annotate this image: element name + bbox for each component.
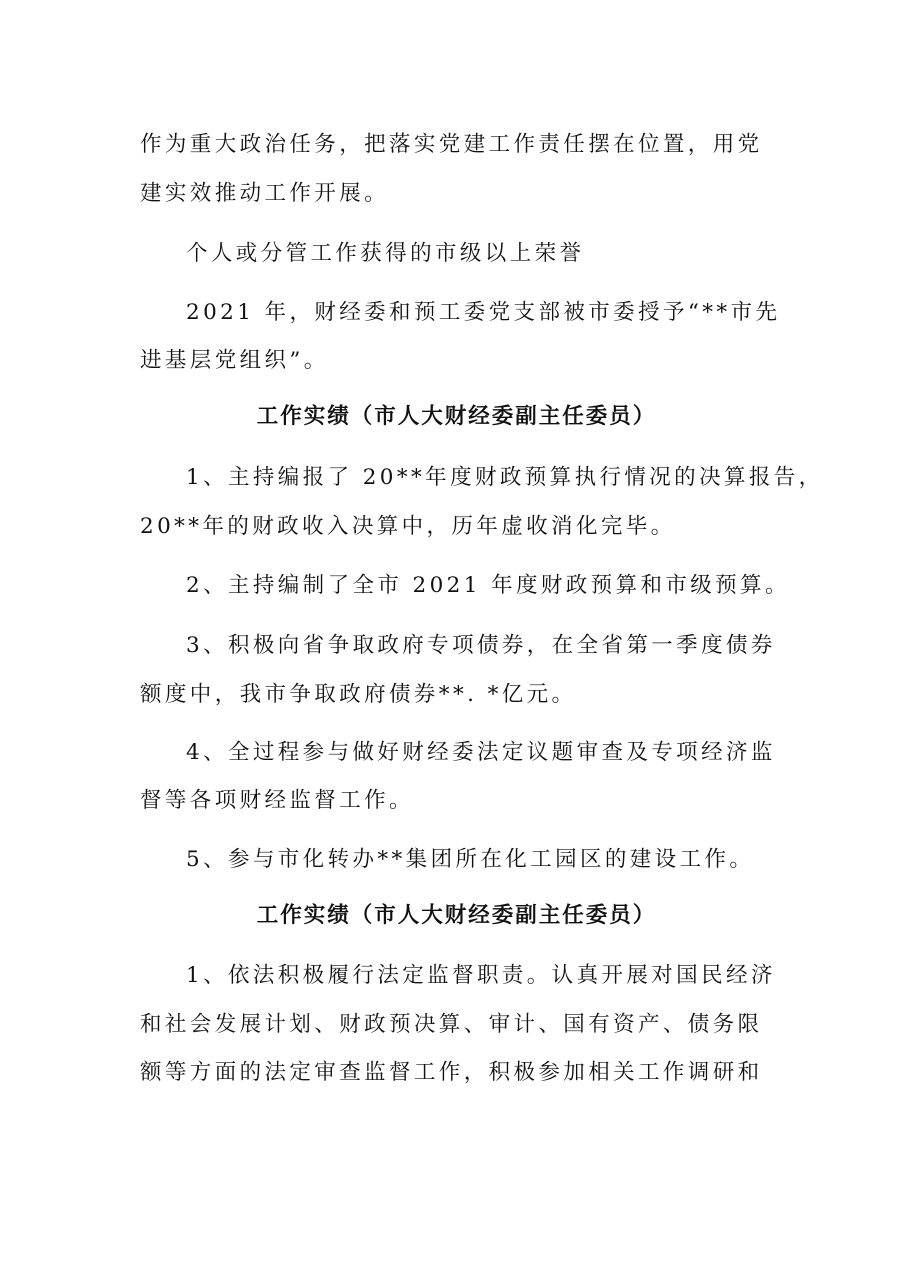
list-item-line: 额度中，我市争取政府债券**. *亿元。 [140,682,577,707]
paragraph-line: 个人或分管工作获得的市级以上荣誉 [186,241,585,266]
section-heading: 工作实绩（市人大财经委副主任委员） [256,404,657,429]
list-item-line: 5、参与市化转办**集团所在化工园区的建设工作。 [186,847,755,872]
list-item-line: 额等方面的法定审查监督工作，积极参加相关工作调研和 [140,1060,763,1085]
list-item-line: 督等各项财经监督工作。 [140,788,414,813]
list-item-line: 1、依法积极履行法定监督职责。认真开展对国民经济 [186,963,776,988]
paragraph-line: 进基层党组织”。 [140,348,329,373]
list-item-line: 20**年的财政收入决算中，历年虚收消化完毕。 [140,514,676,539]
list-item-line: 3、积极向省争取政府专项债券，在全省第一季度债券 [186,633,776,658]
list-item-line: 4、全过程参与做好财经委法定议题审查及专项经济监 [186,740,776,765]
paragraph-line: 作为重大政治任务，把落实党建工作责任摆在位置，用党 [140,132,763,157]
list-item-line: 1、主持编报了 20**年度财政预算执行情况的决算报告， [186,465,824,490]
list-item-line: 和社会发展计划、财政预决算、审计、国有资产、债务限 [140,1012,763,1037]
list-item-line: 2、主持编制了全市 2021 年度财政预算和市级预算。 [186,573,790,598]
paragraph-line: 2021 年，财经委和预工委党支部被市委授予“**市先 [186,300,781,325]
section-heading: 工作实绩（市人大财经委副主任委员） [256,903,657,928]
paragraph-line: 建实效推动工作开展。 [140,181,390,206]
